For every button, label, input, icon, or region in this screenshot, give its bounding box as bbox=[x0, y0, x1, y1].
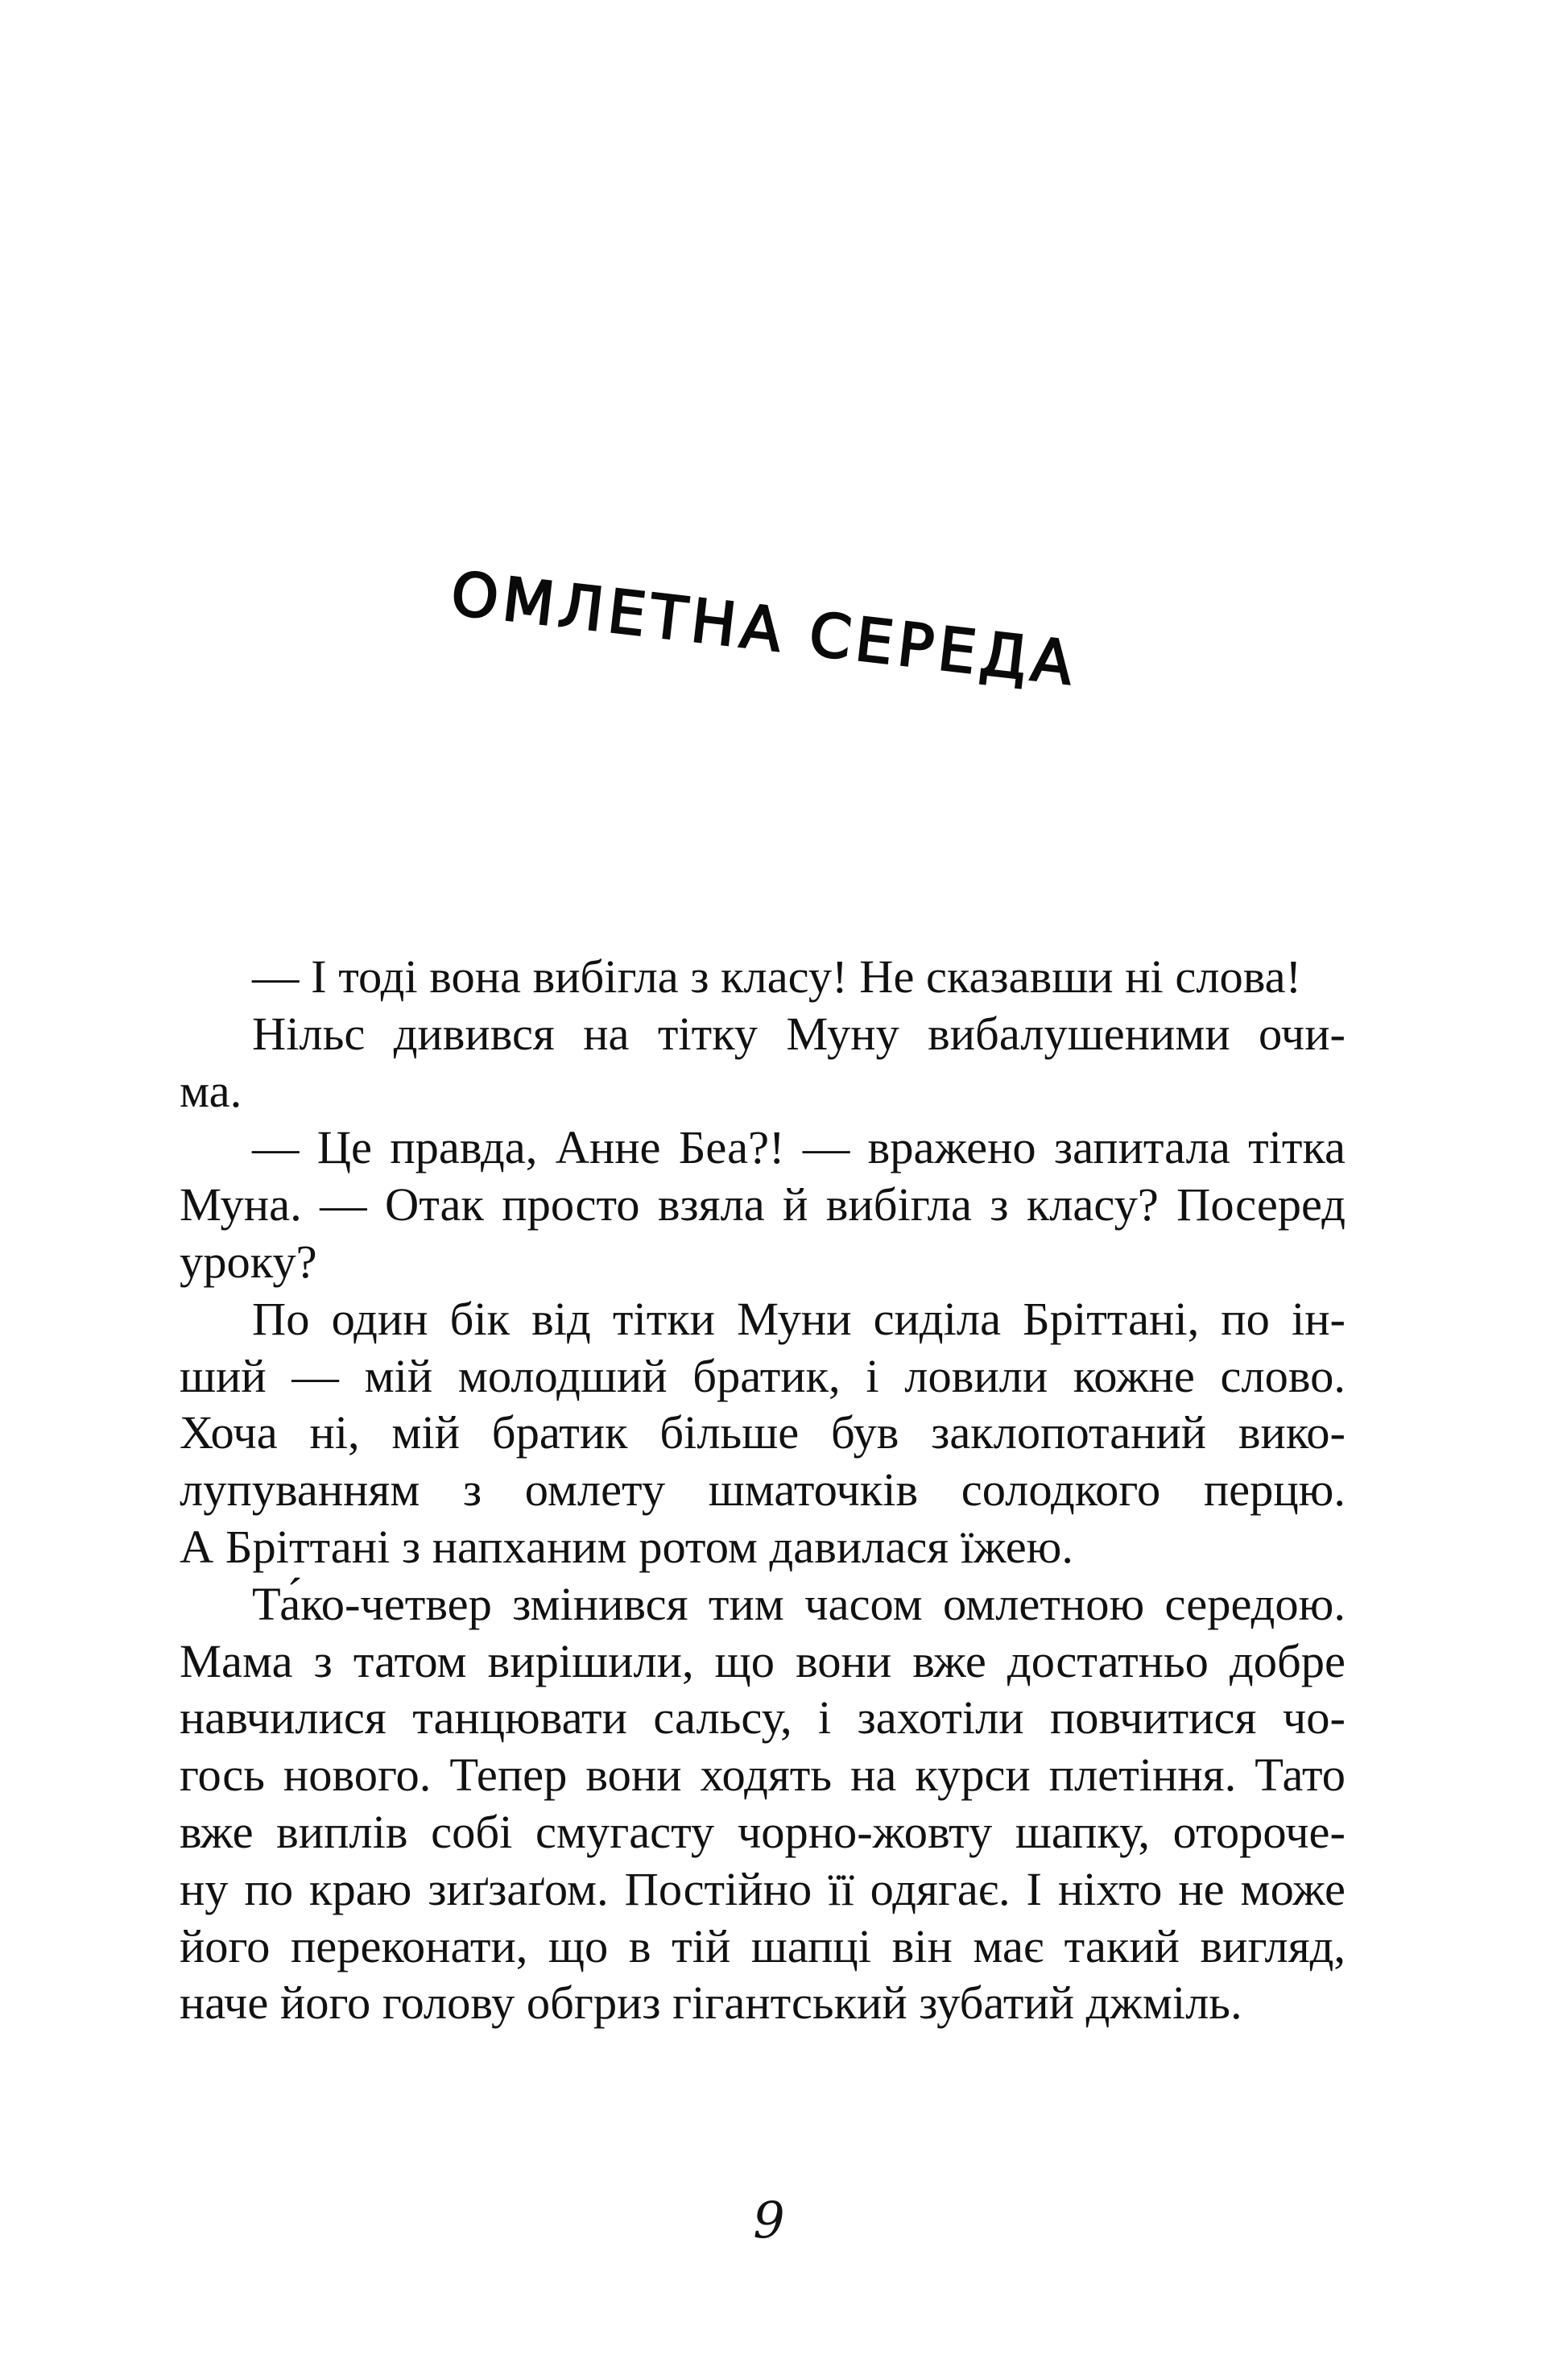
text-line: Хоча ні, мій братик більше був заклопотаний вико- bbox=[180, 1406, 1346, 1459]
text-line: Та́ко-четвер змінився тим часом омлетною середою. bbox=[252, 1577, 1346, 1630]
text-line: його переконати, що в тій шапці він має такий вигляд, bbox=[180, 1919, 1346, 1972]
text-line: навчилися танцювати сальсу, і захотіли повчитися чо- bbox=[180, 1691, 1346, 1745]
text-line: ший — мій молодший братик, і ловили кожне слово. bbox=[180, 1349, 1346, 1402]
page-number: 9 bbox=[753, 2191, 785, 2250]
text-line: наче його голову обгриз гігантський зубатий джміль. bbox=[180, 1976, 1242, 2030]
text-line: — Це правда, Анне Беа?! — вражено запитала тітка bbox=[252, 1121, 1346, 1174]
text-line: гось нового. Тепер вони ходять на курси плетіння. Тато bbox=[180, 1749, 1346, 1802]
text-line: Нільс дивився на тітку Муну вибалушеними очи- bbox=[252, 1007, 1346, 1060]
text-line: Мама з татом вирішили, що вони вже достатньо добре bbox=[180, 1634, 1346, 1687]
text-line: — І тоді вона вибігла з класу! Не сказавши ні слова! bbox=[252, 950, 1302, 1003]
text-line: ма. bbox=[180, 1064, 242, 1117]
text-line: уроку? bbox=[180, 1235, 317, 1288]
text-line: А Бріттані з напханим ротом давилася їжею. bbox=[180, 1520, 1074, 1573]
body-text bbox=[180, 949, 1346, 2032]
text-line: лупуванням з омлету шматочків солодкого перцю. bbox=[180, 1463, 1346, 1517]
text-line: Муна. — Отак просто взяла й вибігла з класу? Посеред bbox=[180, 1178, 1346, 1231]
text-line: ну по краю зиґзаґом. Постійно її одягає. І ніхто не може bbox=[180, 1862, 1346, 1915]
text-line: вже виплів собі смугасту чорно-жовту шапку, отороче- bbox=[180, 1805, 1346, 1858]
text-line: По один бік від тітки Муни сиділа Бріттані, по ін- bbox=[252, 1292, 1346, 1345]
chapter-title: ОМЛЕТНА СЕРЕДА bbox=[447, 559, 1081, 699]
